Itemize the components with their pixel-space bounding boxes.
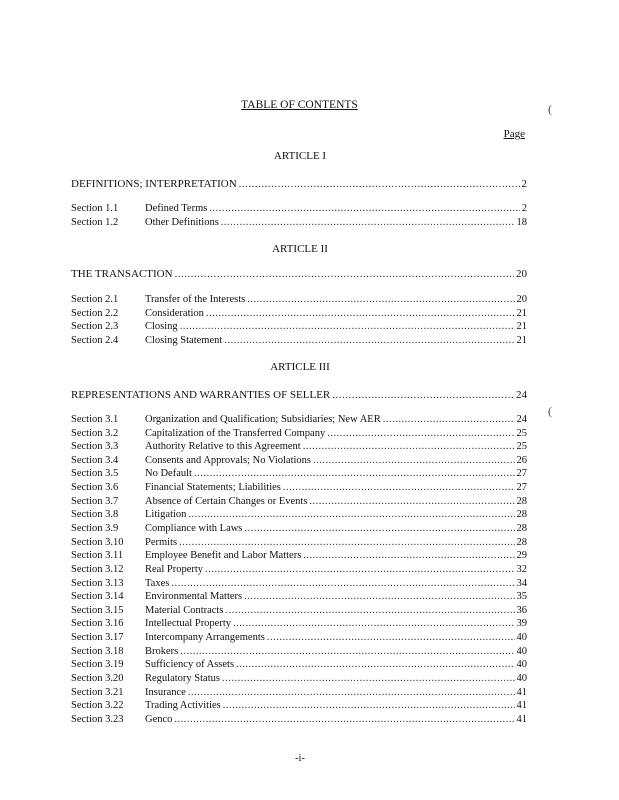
toc-section-entry[interactable] bbox=[71, 468, 527, 479]
article-heading: ARTICLE III bbox=[270, 361, 330, 373]
toc-section-entry[interactable] bbox=[71, 591, 527, 602]
toc-title: TABLE OF CONTENTS bbox=[241, 99, 358, 111]
section-number: Section 3.16 bbox=[71, 618, 124, 629]
section-title: Intercompany Arrangements bbox=[145, 632, 265, 643]
toc-article-entry[interactable] bbox=[71, 389, 527, 401]
section-number: Section 3.5 bbox=[71, 468, 119, 479]
toc-section-entry[interactable] bbox=[71, 217, 527, 228]
toc-section-entry[interactable] bbox=[71, 523, 527, 534]
page-number: 24 bbox=[516, 414, 527, 425]
section-title: Defined Terms bbox=[145, 203, 208, 214]
toc-section-entry[interactable] bbox=[71, 618, 527, 629]
page-number: 27 bbox=[516, 482, 527, 493]
article-title: DEFINITIONS; INTERPRETATION bbox=[71, 178, 237, 190]
toc-section-entry[interactable] bbox=[71, 564, 527, 575]
section-number: Section 3.6 bbox=[71, 482, 119, 493]
toc-section-entry[interactable] bbox=[71, 321, 527, 332]
toc-section-entry[interactable] bbox=[71, 509, 527, 520]
section-title: Trading Activities bbox=[145, 700, 221, 711]
page-number: 28 bbox=[516, 537, 527, 548]
section-number: Section 3.13 bbox=[71, 578, 124, 589]
page-number: 21 bbox=[516, 321, 527, 332]
section-title: Organization and Qualification; Subsidiaries; New AER bbox=[145, 414, 381, 425]
section-title: Consents and Approvals; No Violations bbox=[145, 455, 312, 466]
toc-section-entry[interactable] bbox=[71, 455, 527, 466]
section-number: Section 3.11 bbox=[71, 550, 124, 561]
section-title: Employee Benefit and Labor Matters bbox=[145, 550, 302, 561]
section-number: Section 2.3 bbox=[71, 321, 119, 332]
page-number: 40 bbox=[516, 659, 527, 670]
section-number: Section 3.15 bbox=[71, 605, 124, 616]
section-number: Section 1.1 bbox=[71, 203, 119, 214]
margin-mark: ( bbox=[548, 404, 552, 418]
page-number: 28 bbox=[516, 496, 527, 507]
toc-section-entry[interactable] bbox=[71, 632, 527, 643]
toc-section-entry[interactable] bbox=[71, 537, 527, 548]
section-title: Sufficiency of Assets bbox=[145, 659, 235, 670]
section-number: Section 3.23 bbox=[71, 714, 124, 725]
page-number: 41 bbox=[516, 687, 527, 698]
toc-article-entry[interactable] bbox=[71, 178, 527, 190]
section-title: Transfer of the Interests bbox=[145, 294, 246, 305]
section-number: Section 3.14 bbox=[71, 591, 124, 602]
section-title: Brokers bbox=[145, 646, 179, 657]
page-number: 20 bbox=[516, 294, 527, 305]
article-title: REPRESENTATIONS AND WARRANTIES OF SELLER bbox=[71, 389, 331, 401]
section-title: Compliance with Laws bbox=[145, 523, 243, 534]
section-number: Section 3.21 bbox=[71, 687, 124, 698]
section-number: Section 3.12 bbox=[71, 564, 124, 575]
section-number: Section 3.3 bbox=[71, 441, 119, 452]
section-title: Litigation bbox=[145, 509, 187, 520]
page-number: 25 bbox=[516, 441, 527, 452]
section-title: Material Contracts bbox=[145, 605, 224, 616]
page-number: 41 bbox=[516, 700, 527, 711]
page-number: 36 bbox=[516, 605, 527, 616]
section-title: Insurance bbox=[145, 687, 186, 698]
page-number: 40 bbox=[516, 632, 527, 643]
page-footer-number: -i- bbox=[295, 753, 305, 764]
section-number: Section 3.1 bbox=[71, 414, 119, 425]
section-title: Environmental Matters bbox=[145, 591, 243, 602]
section-title: Authority Relative to this Agreement bbox=[145, 441, 301, 452]
section-number: Section 3.22 bbox=[71, 700, 124, 711]
toc-section-entry[interactable] bbox=[71, 687, 527, 698]
section-title: Absence of Certain Changes or Events bbox=[145, 496, 308, 507]
section-title: No Default bbox=[145, 468, 192, 479]
toc-section-entry[interactable] bbox=[71, 308, 527, 319]
article-heading: ARTICLE I bbox=[273, 150, 327, 162]
page-number: 21 bbox=[516, 335, 527, 346]
section-title: Other Definitions bbox=[145, 217, 219, 228]
section-number: Section 3.9 bbox=[71, 523, 119, 534]
section-number: Section 2.1 bbox=[71, 294, 119, 305]
page-number: 2 bbox=[521, 203, 527, 214]
toc-section-entry[interactable] bbox=[71, 605, 527, 616]
section-number: Section 3.19 bbox=[71, 659, 124, 670]
toc-section-entry[interactable] bbox=[71, 441, 527, 452]
section-number: Section 3.20 bbox=[71, 673, 124, 684]
section-number: Section 3.7 bbox=[71, 496, 119, 507]
section-number: Section 2.4 bbox=[71, 335, 119, 346]
page-number: 18 bbox=[516, 217, 527, 228]
toc-section-entry[interactable] bbox=[71, 578, 527, 589]
toc-section-entry[interactable] bbox=[71, 414, 527, 425]
page-column-header: Page bbox=[503, 128, 525, 140]
page-number: 20 bbox=[516, 268, 527, 280]
toc-section-entry[interactable] bbox=[71, 428, 527, 439]
section-title: Permits bbox=[145, 537, 178, 548]
section-number: Section 3.8 bbox=[71, 509, 119, 520]
section-number: Section 3.2 bbox=[71, 428, 119, 439]
page-number: 32 bbox=[516, 564, 527, 575]
section-title: Consideration bbox=[145, 308, 204, 319]
article-title: THE TRANSACTION bbox=[71, 268, 173, 280]
page-number: 40 bbox=[516, 646, 527, 657]
page-number: 25 bbox=[516, 428, 527, 439]
toc-section-entry[interactable] bbox=[71, 646, 527, 657]
section-title: Capitalization of the Transferred Company bbox=[145, 428, 326, 439]
section-title: Taxes bbox=[145, 578, 170, 589]
page-number: 27 bbox=[516, 468, 527, 479]
section-number: Section 1.2 bbox=[71, 217, 119, 228]
toc-section-entry[interactable] bbox=[71, 203, 527, 214]
section-title: Financial Statements; Liabilities bbox=[145, 482, 281, 493]
section-number: Section 3.18 bbox=[71, 646, 124, 657]
section-title: Genco bbox=[145, 714, 173, 725]
toc-section-entry[interactable] bbox=[71, 550, 527, 561]
page-number: 29 bbox=[516, 550, 527, 561]
toc-section-entry[interactable] bbox=[71, 335, 527, 346]
section-number: Section 3.4 bbox=[71, 455, 119, 466]
page-number: 40 bbox=[516, 673, 527, 684]
section-number: Section 3.10 bbox=[71, 537, 124, 548]
section-title: Real Property bbox=[145, 564, 204, 575]
page-number: 24 bbox=[516, 389, 527, 401]
page-number: 41 bbox=[516, 714, 527, 725]
toc-section-entry[interactable] bbox=[71, 294, 527, 305]
section-title: Closing Statement bbox=[145, 335, 223, 346]
page-number: 39 bbox=[516, 618, 527, 629]
section-number: Section 2.2 bbox=[71, 308, 119, 319]
toc-section-entry[interactable] bbox=[71, 673, 527, 684]
section-title: Closing bbox=[145, 321, 178, 332]
toc-section-entry[interactable] bbox=[71, 482, 527, 493]
page-number: 28 bbox=[516, 523, 527, 534]
section-title: Regulatory Status bbox=[145, 673, 220, 684]
page-number: 35 bbox=[516, 591, 527, 602]
section-number: Section 3.17 bbox=[71, 632, 124, 643]
toc-section-entry[interactable] bbox=[71, 659, 527, 670]
page-number: 28 bbox=[516, 509, 527, 520]
toc-section-entry[interactable] bbox=[71, 714, 527, 725]
article-heading: ARTICLE II bbox=[272, 243, 328, 255]
page-number: 2 bbox=[521, 178, 527, 190]
toc-article-entry[interactable] bbox=[71, 268, 527, 280]
page-number: 26 bbox=[516, 455, 527, 466]
toc-section-entry[interactable] bbox=[71, 700, 527, 711]
page-number: 21 bbox=[516, 308, 527, 319]
margin-mark: ( bbox=[548, 102, 552, 116]
toc-section-entry[interactable] bbox=[71, 496, 527, 507]
section-title: Intellectual Property bbox=[145, 618, 232, 629]
page-number: 34 bbox=[516, 578, 527, 589]
